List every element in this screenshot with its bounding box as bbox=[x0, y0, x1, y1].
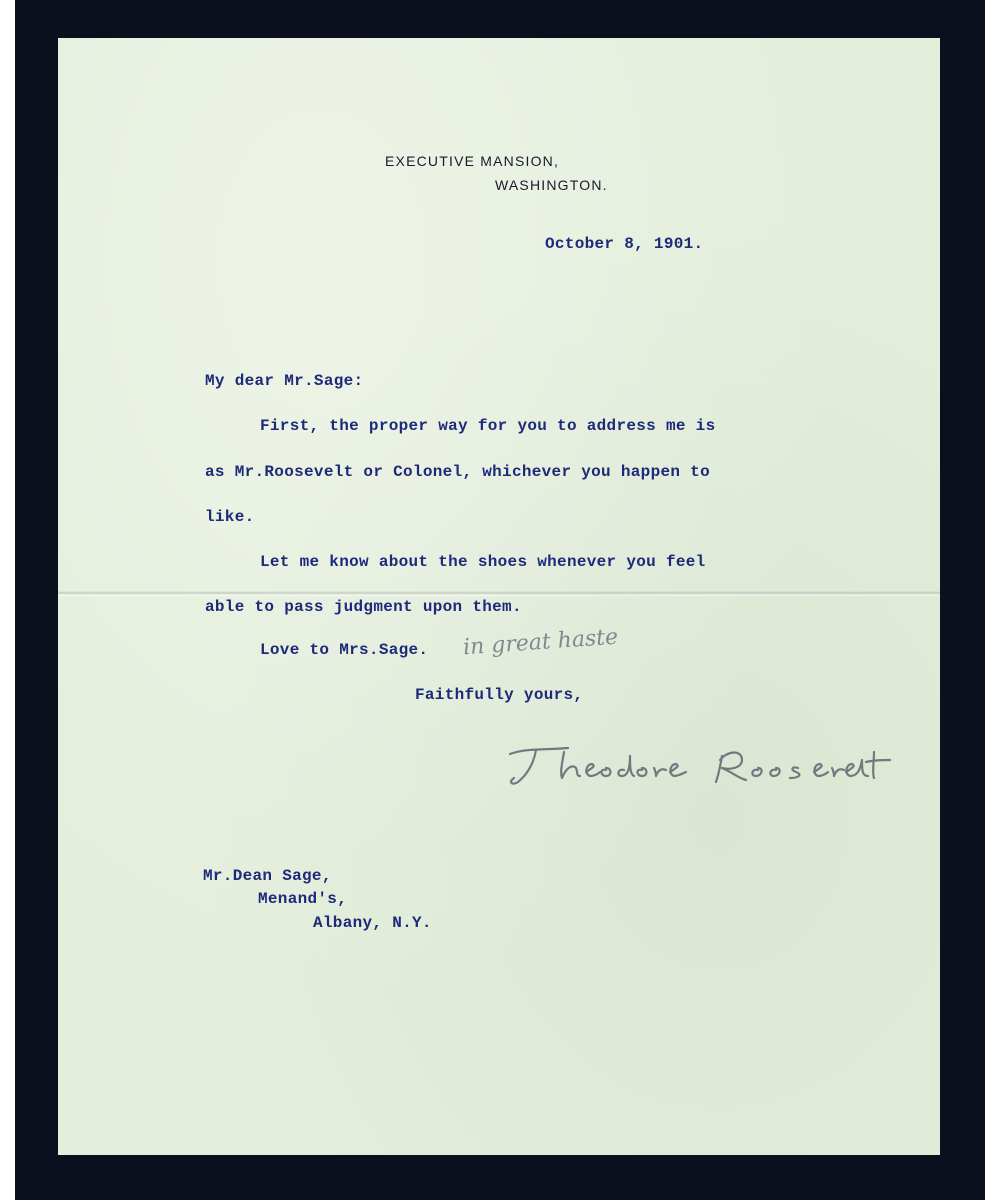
body-paragraph-1-line-2: as Mr.Roosevelt or Colonel, whichever you happen to bbox=[205, 463, 710, 481]
letter-paper bbox=[58, 38, 940, 1155]
signature-handwritten bbox=[506, 738, 926, 798]
body-paragraph-1-line-3: like. bbox=[205, 508, 255, 526]
letterhead-line-1: EXECUTIVE MANSION, bbox=[385, 153, 560, 169]
recipient-address-line-2: Menand's, bbox=[258, 890, 348, 908]
recipient-address-line-3: Albany, N.Y. bbox=[313, 914, 432, 932]
body-paragraph-3: Love to Mrs.Sage. bbox=[260, 641, 429, 659]
body-paragraph-1-line-1: First, the proper way for you to address me is bbox=[260, 417, 716, 435]
closing: Faithfully yours, bbox=[415, 686, 584, 704]
body-paragraph-2-line-2: able to pass judgment upon them. bbox=[205, 598, 522, 616]
letterhead-line-2: WASHINGTON. bbox=[495, 177, 608, 193]
letter-date: October 8, 1901. bbox=[545, 235, 704, 253]
handwritten-note: in great haste bbox=[462, 624, 619, 661]
body-paragraph-2-line-1: Let me know about the shoes whenever you feel bbox=[260, 553, 706, 571]
recipient-address-line-1: Mr.Dean Sage, bbox=[203, 867, 332, 885]
paper-fold-crease bbox=[58, 591, 940, 597]
salutation: My dear Mr.Sage: bbox=[205, 372, 364, 390]
